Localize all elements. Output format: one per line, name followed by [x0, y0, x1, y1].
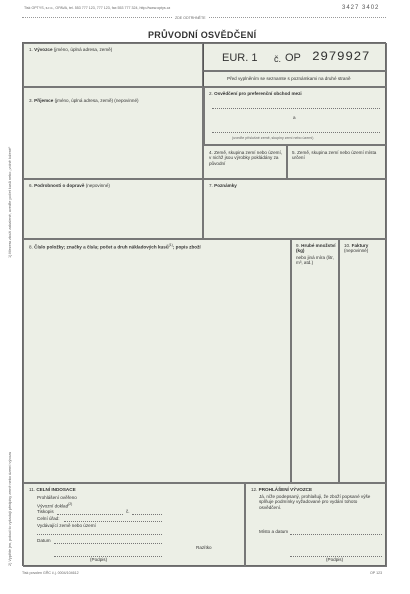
- serial-number: 2979927: [312, 49, 371, 64]
- box-12-exporter-declaration[interactable]: [245, 483, 387, 567]
- box-12-number: 12.: [251, 487, 258, 492]
- box-11-date-label: Datum: [37, 538, 51, 543]
- box-12-declaration-text: Já, níže podepsaný, prohlašuji, že zboží popsané výše splňuje podmínky vyžadované pro vydání tohoto osvědčení.: [259, 494, 371, 510]
- box-6-hint: (nepovinné): [85, 183, 110, 188]
- page-title: PRŮVODNÍ OSVĚDČENÍ: [148, 30, 257, 40]
- box-3-consignee[interactable]: [23, 87, 203, 179]
- box-11-office-line: [64, 521, 162, 522]
- box-11-number-label: č.: [126, 509, 130, 514]
- box-11-form-line: [57, 514, 123, 515]
- side-note-2: 2) Vyplňte jen, pokud to vyžadují předpisy země nebo území vývozu: [8, 451, 12, 566]
- box-1-title: Vývozce: [34, 47, 53, 52]
- box-2-and: a: [293, 115, 296, 120]
- box-9-hint: nebo jiná míra (litr, m³, atd.): [296, 254, 334, 266]
- box-7-number: 7.: [209, 183, 213, 188]
- box-11-signature-label: (Podpis): [90, 557, 108, 562]
- box-8-title: Číslo položky; značky a čísla; počet a druh nákladových kusů: [34, 244, 169, 250]
- tear-label: ZDE ODTRHNĚTE: [172, 16, 209, 20]
- box-5-destination[interactable]: [287, 145, 387, 179]
- box-11-line-verified: Prohlášení ověřeno: [37, 495, 77, 500]
- box-5-text: Země, skupina zemí nebo území místa určení: [292, 150, 377, 161]
- box-2-line-1: [212, 108, 380, 109]
- box-11-stamp: Razítko: [196, 545, 212, 550]
- box-12-title: PROHLÁŠENÍ VÝVOZCE: [258, 487, 313, 492]
- series-code: OP: [285, 52, 301, 64]
- box-7-remarks[interactable]: [203, 179, 387, 239]
- side-note-1: 1) Mezera zboží zabalené, uveďte počet kusů nebo „volně ložené“: [8, 146, 12, 258]
- box-11-title: CELNÍ INDOSACE: [36, 487, 76, 492]
- box-6-title: Podrobnosti o dopravě: [34, 183, 85, 188]
- box-11-signature-line: [54, 556, 162, 557]
- box-11-country-line: [37, 534, 162, 535]
- before-filling-note: Před vyplněním se seznamte s poznámkami na druhé straně: [227, 76, 351, 81]
- box-10-title: Faktury: [351, 243, 369, 248]
- box-6-number: 6.: [29, 183, 33, 188]
- box-11-line-office: Celní úřad:: [37, 516, 60, 521]
- box-3-title: Příjemce: [34, 98, 54, 103]
- box-11-number-line: [132, 514, 162, 515]
- box-8-number: 8.: [29, 244, 33, 250]
- box-10-invoices[interactable]: [339, 239, 387, 483]
- box-4-number: 4.: [209, 150, 213, 155]
- box-8-goods[interactable]: [23, 239, 291, 483]
- print-permit: Tisk povolen GŘC č.j. 0004/104612: [22, 571, 79, 575]
- box-10-number: 10.: [344, 243, 351, 248]
- box-2-line-2: [212, 132, 380, 133]
- box-9-weight[interactable]: [291, 239, 339, 483]
- box-4-origin[interactable]: [203, 145, 287, 179]
- form-type: EUR. 1: [222, 52, 258, 64]
- box-8-footnote: (1): [168, 243, 173, 247]
- box-4-text: Země, skupina zemí nebo území, v nichž jsou výrobky pokládány za původní: [209, 150, 283, 166]
- box-11-customs-endorsement[interactable]: [23, 483, 245, 567]
- box-3-number: 3.: [29, 98, 33, 103]
- before-filling-box: [203, 71, 387, 87]
- box-5-number: 5.: [292, 150, 296, 155]
- number-prefix: č.: [274, 54, 282, 64]
- box-2-number: 2.: [209, 91, 213, 96]
- box-11-line-export-doc: Vývozní doklad: [37, 503, 69, 509]
- box-9-title: Hrubé množství (kg): [296, 243, 336, 254]
- box-9-number: 9.: [296, 243, 300, 248]
- box-2-hint: (uveďte příslušné země, skupiny zemí nebo území): [232, 136, 314, 140]
- box-1-number: 1.: [29, 47, 33, 52]
- top-right-code: 3427 3402: [342, 5, 380, 11]
- box-1-hint: (jméno, úplná adresa, země): [53, 47, 113, 52]
- box-11-line-form: Tiskopis: [37, 509, 54, 514]
- box-1-exporter[interactable]: [23, 43, 203, 87]
- box-2-preferential[interactable]: [203, 87, 387, 145]
- box-12-signature-label: (Podpis): [326, 557, 344, 562]
- box-2-title: Osvědčení pro preferenční obchod mezi: [214, 91, 302, 96]
- form-body: [22, 42, 386, 566]
- box-11-number: 11.: [29, 487, 36, 492]
- form-code: OP 123: [370, 571, 383, 575]
- box-12-place-date-line: [290, 534, 382, 535]
- serial-header: [203, 43, 387, 71]
- box-10-hint: (nepovinné): [344, 248, 369, 254]
- box-11-date-line: [54, 543, 162, 544]
- box-11-export-doc-footnote: (2): [68, 502, 73, 506]
- box-3-hint: (jméno, úplná adresa, země) (nepovinné): [54, 98, 139, 103]
- printer-info: Tisk OPTYS, s.r.o., OPAVA, tel. 553 777 123, 777 123, fax 553 777 324, http://www.optys.cz: [24, 6, 171, 10]
- box-11-line-country: Vydávající země nebo území: [37, 523, 96, 528]
- box-7-title: Poznámky: [214, 183, 237, 188]
- box-6-transport[interactable]: [23, 179, 203, 239]
- box-12-place-date-label: Místo a datum: [259, 529, 289, 534]
- box-8-title-rest: ; popis zboží: [172, 244, 201, 250]
